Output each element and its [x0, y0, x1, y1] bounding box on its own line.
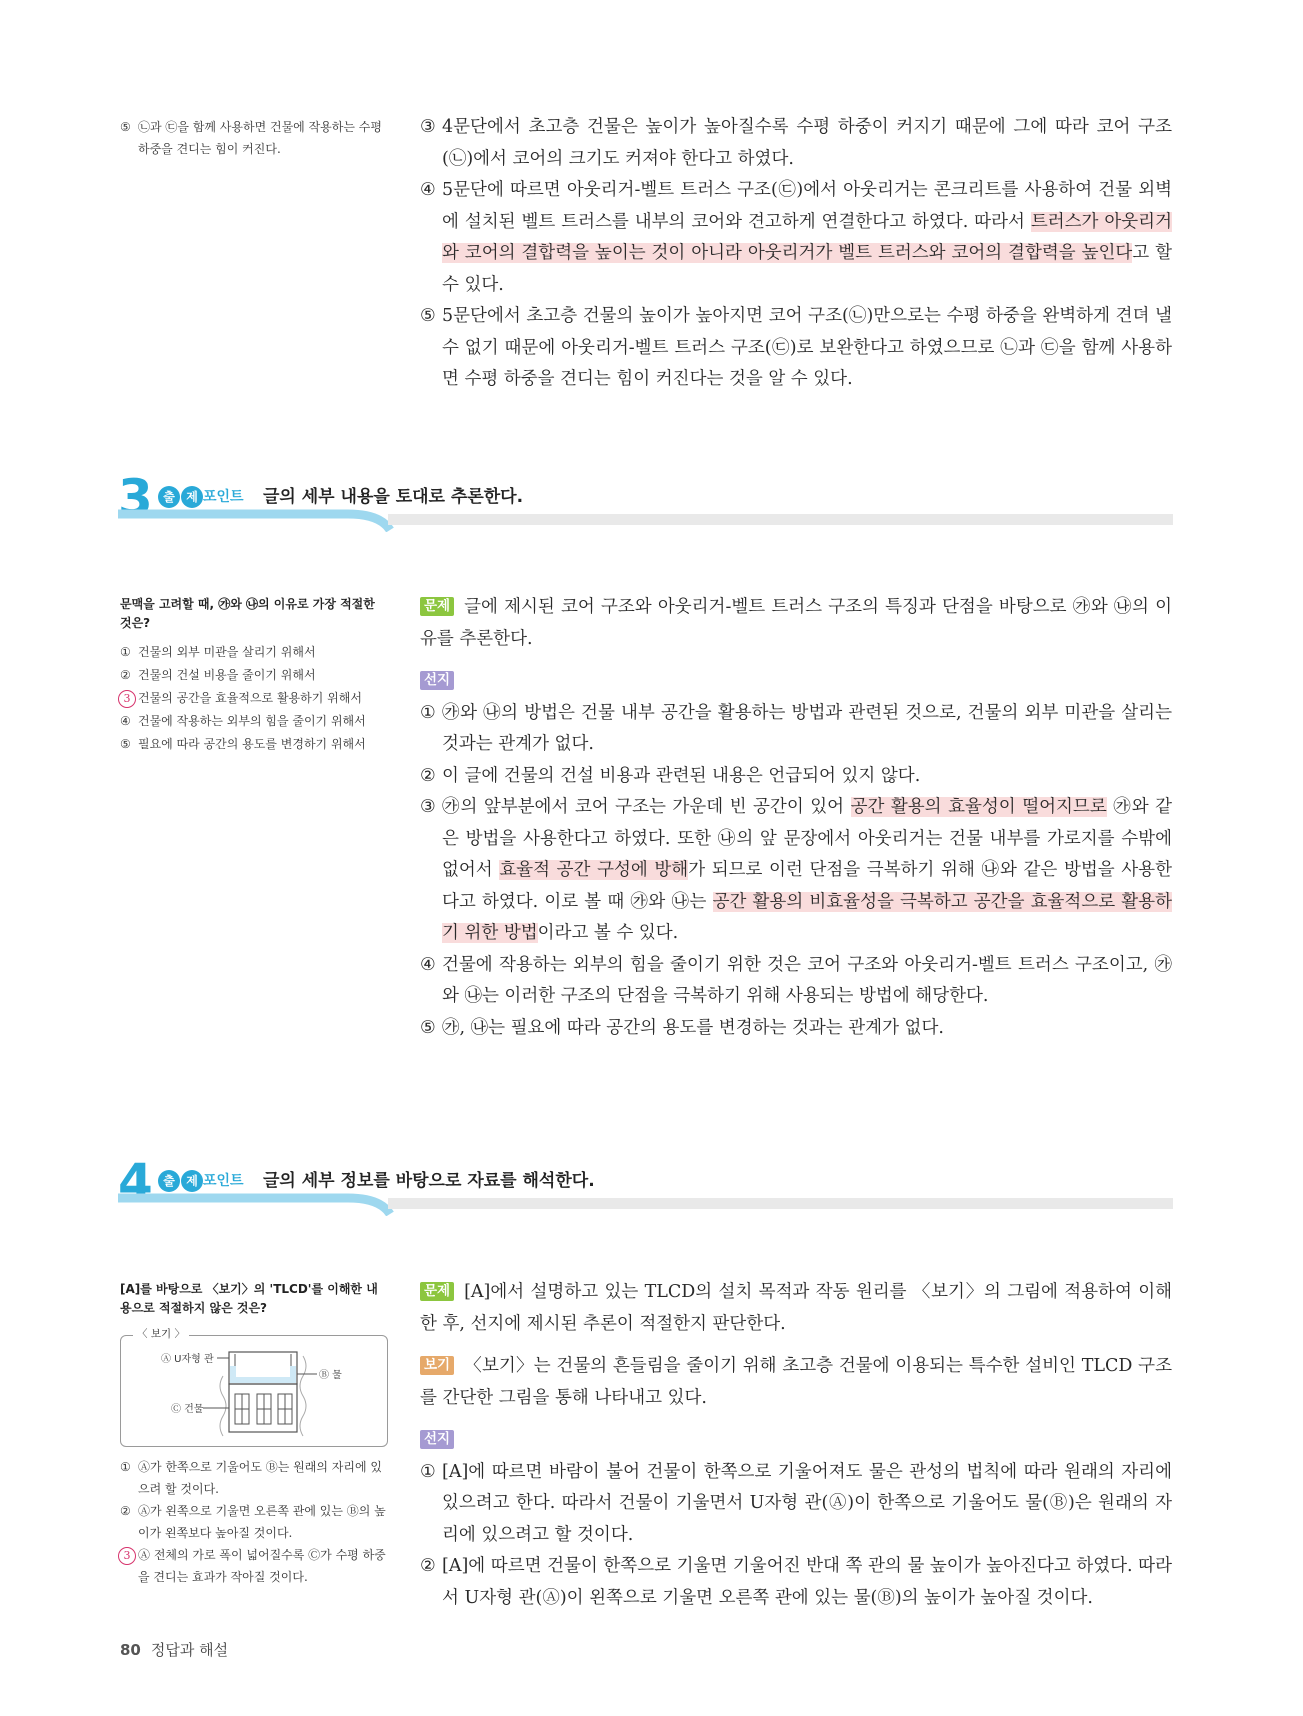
list-item	[420, 950, 1172, 1013]
header-curve	[118, 1192, 398, 1216]
text-segment: 가 되므로 이런 단점을 극복하기 위해 ㉯와 같은 방법을 사용한다고 하였다. 이로 볼 때 ㉮와 ㉯는	[442, 860, 1172, 912]
section-number: 4	[118, 1153, 153, 1211]
top-explanation	[420, 112, 1172, 396]
choice-tag-row	[420, 1425, 1172, 1457]
problem-paragraph	[420, 1277, 1172, 1340]
footer-label: 정답과 해설	[150, 1641, 229, 1659]
option-number: ②	[120, 1504, 131, 1518]
list-item	[420, 1551, 1172, 1614]
header-bar	[388, 1198, 1173, 1209]
badge-circle: 제	[181, 486, 203, 508]
item-text: 이 글에 건물의 건설 비용과 관련된 내용은 언급되어 있지 않다.	[442, 765, 921, 786]
page-number: 80	[120, 1641, 141, 1659]
question-text: 문맥을 고려할 때, ㉮와 ㉯의 이유로 가장 적절한 것은?	[120, 597, 375, 630]
list-item	[420, 792, 1172, 950]
highlighted-text: 공간 활용의 비효율성을 극복하고 공간을 효율적으로 활용하기 위한 방법	[442, 891, 1172, 943]
text-segment: 5문단에 따르면 아웃리거-벨트 트러스 구조(㉢)에서 아웃리거는 콘크리트를 사용하여 건물 외벽에 설치된 벨트 트러스를 내부의 코어와 견고하게 연결한다고 하였다. 따라서	[442, 180, 1172, 232]
option-item-answer	[120, 1544, 388, 1588]
problem-text: 글에 제시된 코어 구조와 아웃리거-벨트 트러스 구조의 특징과 단점을 바탕으로 ㉮와 ㉯의 이유를 추론한다.	[420, 597, 1172, 649]
option-item	[120, 664, 388, 687]
item-number: ①	[420, 1461, 436, 1482]
list-item	[420, 112, 1172, 175]
item-text	[442, 175, 1172, 301]
problem-tag: 문제	[420, 1282, 454, 1301]
item-number: ②	[420, 765, 436, 786]
point-label: 포인트	[203, 1173, 244, 1189]
option-item	[120, 1500, 388, 1544]
problem-paragraph	[420, 592, 1172, 655]
view-box	[120, 1328, 388, 1447]
highlighted-text: 공간 활용의 효율성이 떨어지므로	[850, 797, 1107, 817]
page-footer	[120, 1639, 228, 1660]
section-title: 글의 세부 정보를 바탕으로 자료를 해석한다.	[263, 1171, 595, 1191]
item-number: ②	[420, 1556, 436, 1576]
view-paragraph	[420, 1351, 1172, 1414]
item-text: [A]에 따르면 바람이 불어 건물이 한쪽으로 기울어져도 물은 관성의 법칙에 따라 원래의 자리에 있으려고 한다. 따라서 건물이 기울면서 U자형 관(Ⓐ)이 한쪽으로 기울어도 물(Ⓑ)은 원래의 자리에 있으려고 할 것이다.	[442, 1461, 1172, 1545]
option-text: Ⓐ가 한쪽으로 기울어도 Ⓑ는 원래의 자리에 있으려 할 것이다.	[138, 1460, 382, 1496]
choice-tag-row	[420, 666, 1172, 698]
badge-circle: 제	[181, 1170, 203, 1192]
text-segment: 고 할 수 있다.	[442, 243, 1172, 295]
option-text: Ⓐ 전체의 가로 폭이 넓어질수록 Ⓒ가 수평 하중을 견디는 효과가 작아질 것이다.	[138, 1548, 386, 1584]
view-box-label: 〈 보기 〉	[133, 1326, 189, 1341]
top-left-note	[120, 116, 388, 160]
list-item	[420, 698, 1172, 761]
text-segment: ㉮의 앞부분에서 코어 구조는 가운데 빈 공간이 있어	[442, 797, 851, 817]
option-item	[120, 733, 388, 756]
choice-tag: 선지	[420, 1430, 454, 1449]
item-number: ④	[420, 954, 436, 975]
section-3-explanation	[420, 592, 1172, 1044]
item-number: ④	[420, 180, 436, 200]
section-title: 글의 세부 내용을 토대로 추론한다.	[263, 487, 524, 507]
option-number: ④	[120, 714, 131, 728]
header-curve	[118, 508, 398, 532]
list-item	[420, 1457, 1172, 1552]
section-4-question	[120, 1280, 388, 1326]
option-item	[120, 710, 388, 733]
section-3-header	[118, 469, 1173, 536]
fig-label-c: Ⓒ 건물	[171, 1404, 204, 1415]
badge-circle: 출	[158, 486, 180, 508]
option-number: ⑤	[120, 120, 131, 134]
item-text: 건물에 작용하는 외부의 힘을 줄이기 위한 것은 코어 구조와 아웃리거-벨트 트러스 구조이고, ㉮와 ㉯는 이러한 구조의 단점을 극복하기 위해 사용되는 방법에 해당한다.	[442, 954, 1172, 1006]
option-text: 건물의 공간을 효율적으로 활용하기 위해서	[138, 691, 362, 705]
section-4-header	[118, 1153, 1173, 1220]
view-text: 〈보기〉는 건물의 흔들림을 줄이기 위해 초고층 건물에 이용되는 특수한 설비인 TLCD 구조를 간단한 그림을 통해 나타내고 있다.	[420, 1356, 1172, 1408]
item-text	[442, 792, 1172, 950]
view-tag: 보기	[420, 1356, 454, 1375]
answer-circle-mark: 3	[118, 1547, 136, 1565]
tlcd-figure	[121, 1336, 387, 1446]
item-text: 5문단에서 초고층 건물의 높이가 높아지면 코어 구조(㉡)만으로는 수평 하중을 완벽하게 견뎌 낼 수 없기 때문에 아웃리거-벨트 트러스 구조(㉢)로 보완한다고 하였으므로 ㉡과 ㉢을 함께 사용하면 수평 하중을 견디는 힘이 커진다는 것을 알 수 있다.	[442, 306, 1172, 389]
option-text: 건물의 외부 미관을 살리기 위해서	[138, 645, 316, 659]
item-number: ③	[420, 797, 436, 817]
item-text: ㉮, ㉯는 필요에 따라 공간의 용도를 변경하는 것과는 관계가 없다.	[442, 1017, 944, 1038]
item-text: ㉮와 ㉯의 방법은 건물 내부 공간을 활용하는 방법과 관련된 것으로, 건물의 외부 미관을 살리는 것과는 관계가 없다.	[442, 702, 1172, 754]
option-number: ①	[120, 645, 131, 659]
question-text: [A]를 바탕으로 〈보기〉의 'TLCD'를 이해한 내용으로 적절하지 않은 것은?	[120, 1282, 378, 1315]
highlighted-text: 트러스가 아웃리거와 코어의 결합력을 높이는 것이 아니라 아웃리거가 벨트 트러스와 코어의 결합력을 높인다	[442, 211, 1172, 263]
text-segment: 이라고 볼 수 있다.	[537, 923, 679, 943]
list-item	[420, 761, 1172, 793]
option-item	[120, 1456, 388, 1500]
item-number: ⑤	[420, 1017, 436, 1038]
option-number: ②	[120, 668, 131, 682]
text-segment: ㉮와 같은 방법을 사용한다고 하였다. 또한 ㉯의 앞 문장에서 아웃리거는 건물 내부를 가로지를 수밖에 없어서	[442, 797, 1173, 880]
fig-label-a: Ⓐ U자형 관	[161, 1354, 214, 1365]
item-number: ①	[420, 702, 436, 723]
highlighted-text: 효율적 공간 구성에 방해	[499, 860, 689, 880]
header-bar	[388, 514, 1173, 525]
section-number: 3	[118, 469, 153, 527]
problem-text: [A]에서 설명하고 있는 TLCD의 설치 목적과 작동 원리를 〈보기〉의 그림에 적용하여 이해한 후, 선지에 제시된 추론이 적절한지 판단한다.	[420, 1282, 1172, 1334]
option-item	[120, 641, 388, 664]
badge-circle: 출	[158, 1170, 180, 1192]
option-item-answer	[120, 687, 388, 710]
option-text: Ⓐ가 왼쪽으로 기울면 오른쪽 관에 있는 Ⓑ의 높이가 왼쪽보다 높아질 것이다.	[138, 1504, 386, 1540]
problem-tag: 문제	[420, 597, 454, 616]
list-item	[420, 1013, 1172, 1045]
option-text: ㉡과 ㉢을 함께 사용하면 건물에 작용하는 수평 하중을 견디는 힘이 커진다.	[138, 120, 382, 156]
answer-circle-mark: 3	[118, 690, 136, 708]
item-number: ③	[420, 117, 436, 137]
choice-tag: 선지	[420, 671, 454, 690]
section-3-question	[120, 595, 388, 756]
point-label: 포인트	[203, 489, 244, 505]
list-item	[420, 175, 1172, 301]
list-item	[420, 301, 1172, 396]
option-number: ①	[120, 1460, 131, 1474]
option-text: 필요에 따라 공간의 용도를 변경하기 위해서	[138, 737, 366, 751]
section-4-options	[120, 1456, 388, 1588]
item-text: 4문단에서 초고층 건물은 높이가 높아질수록 수평 하중이 커지기 때문에 그에 따라 코어 구조(㉡)에서 코어의 크기도 커져야 한다고 하였다.	[442, 117, 1172, 169]
option-text: 건물의 건설 비용을 줄이기 위해서	[138, 668, 316, 682]
option-number: ⑤	[120, 737, 131, 751]
option-text: 건물에 작용하는 외부의 힘을 줄이기 위해서	[138, 714, 366, 728]
item-text: [A]에 따르면 건물이 한쪽으로 기울면 기울어진 반대 쪽 관의 물 높이가 높아진다고 하였다. 따라서 U자형 관(Ⓐ)이 왼쪽으로 기울면 오른쪽 관에 있는 물(Ⓑ)의 높이가 높아질 것이다.	[442, 1556, 1172, 1608]
section-4-explanation	[420, 1277, 1172, 1614]
fig-label-b: Ⓑ 물	[319, 1370, 342, 1381]
item-number: ⑤	[420, 306, 436, 326]
